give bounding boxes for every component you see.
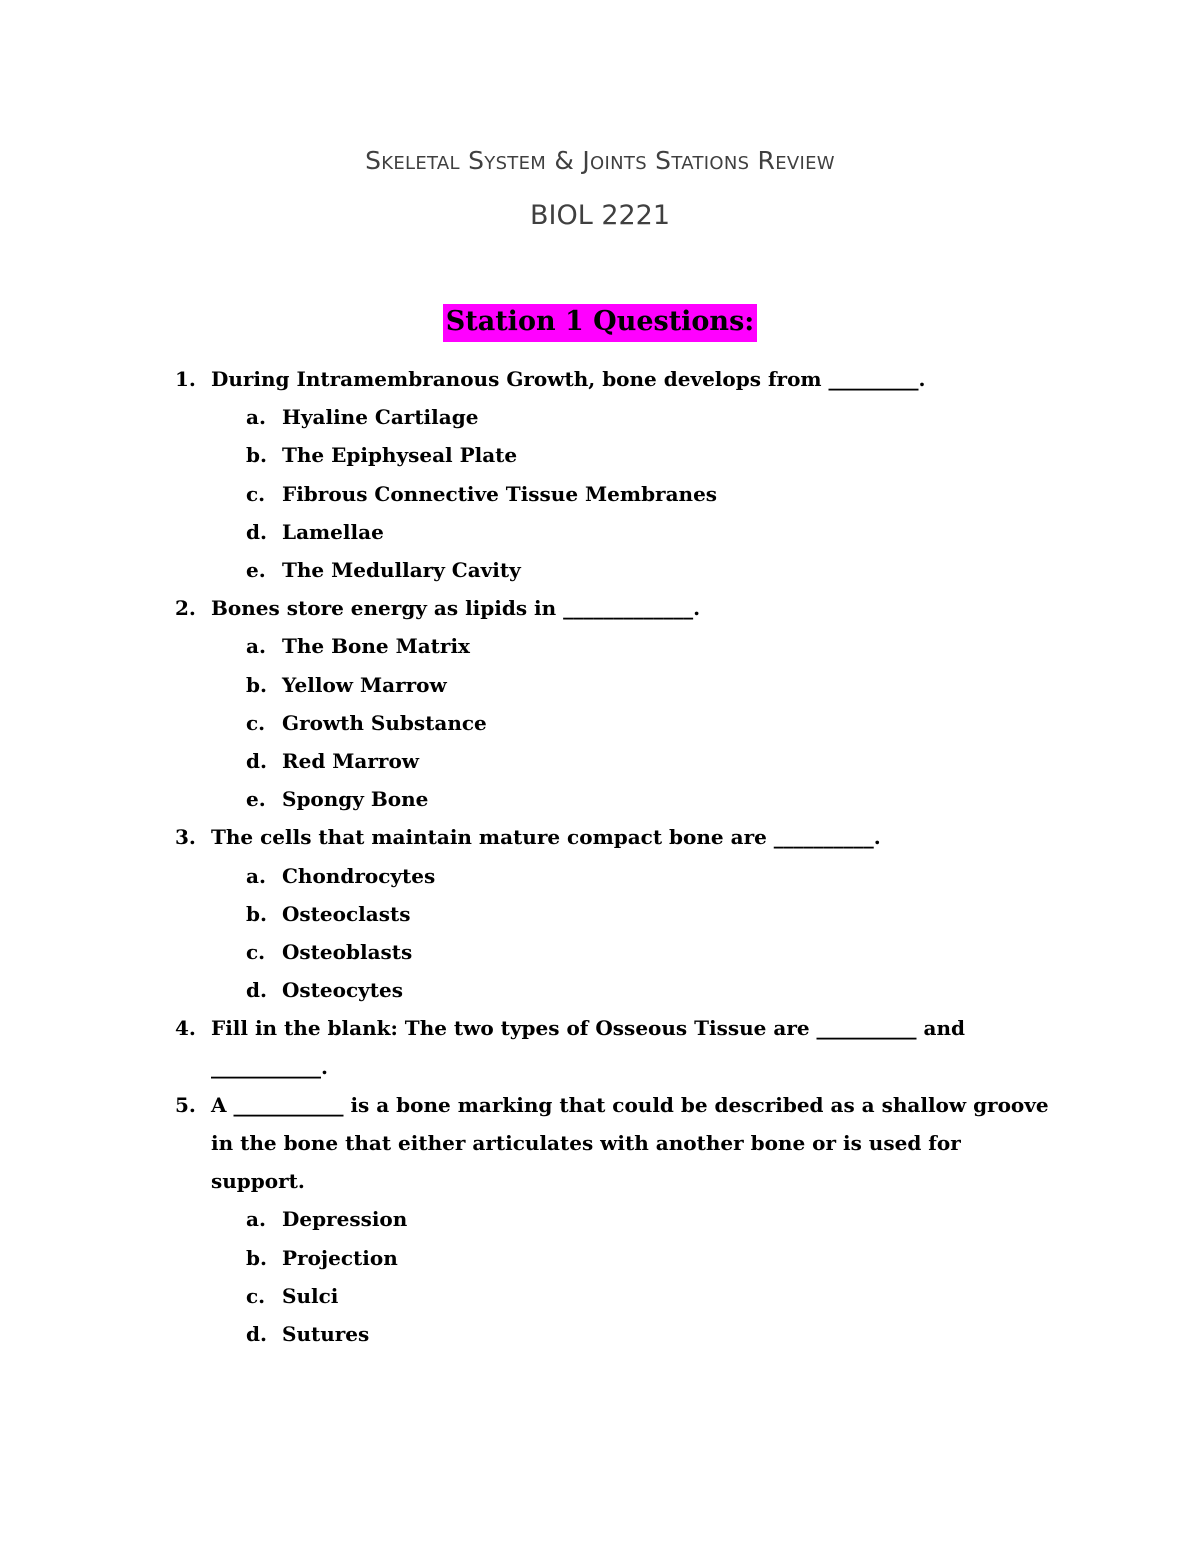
option-2c (0, 704, 1200, 742)
question-text: A ___________ is a bone marking that could be described as a shallow groove in the bone that either articulates with another bone or is used for support. (211, 1092, 1049, 1194)
option-text: Yellow Marrow (282, 672, 447, 697)
option-text: Osteoclasts (282, 901, 411, 926)
option-text: The Bone Matrix (282, 634, 470, 659)
option-letter: b. (246, 1245, 267, 1270)
option-text: Osteoblasts (282, 940, 413, 965)
question-number: 2. (175, 596, 196, 621)
option-3c (0, 933, 1200, 971)
option-letter: d. (246, 1322, 267, 1347)
option-letter: e. (246, 787, 266, 812)
question-text: The cells that maintain mature compact bone are __________. (211, 825, 881, 850)
option-letter: b. (246, 901, 267, 926)
option-letter: a. (246, 1207, 266, 1232)
option-text: Chondrocytes (282, 863, 436, 888)
option-text: Lamellae (282, 519, 384, 544)
question-number: 4. (175, 1016, 196, 1041)
option-letter: d. (246, 978, 267, 1003)
option-text: Depression (282, 1207, 408, 1232)
option-letter: c. (246, 481, 266, 506)
section-heading-container (0, 304, 1200, 342)
question-3 (0, 818, 1061, 856)
option-2b (0, 666, 1200, 704)
option-letter: d. (246, 749, 267, 774)
option-letter: c. (246, 940, 266, 965)
option-2e (0, 780, 1200, 818)
option-5d (0, 1315, 1200, 1353)
question-number: 5. (175, 1092, 196, 1117)
question-4 (0, 1009, 1061, 1085)
question-text: Bones store energy as lipids in _____________. (211, 596, 701, 621)
option-text: Fibrous Connective Tissue Membranes (282, 481, 718, 506)
question-5 (0, 1086, 1061, 1201)
option-letter: c. (246, 1283, 266, 1308)
option-1d (0, 513, 1200, 551)
option-1c (0, 475, 1200, 513)
option-text: Growth Substance (282, 710, 487, 735)
question-2 (0, 589, 1061, 627)
option-3a (0, 857, 1200, 895)
question-1 (0, 360, 1061, 398)
option-1a (0, 398, 1200, 436)
option-5a (0, 1200, 1200, 1238)
option-text: Hyaline Cartilage (282, 405, 479, 430)
course-code: BIOL 2221 (529, 200, 671, 231)
option-letter: b. (246, 443, 267, 468)
option-letter: e. (246, 558, 266, 583)
option-text: Red Marrow (282, 749, 420, 774)
option-letter: a. (246, 634, 266, 659)
option-5c (0, 1277, 1200, 1315)
option-text: The Medullary Cavity (282, 558, 521, 583)
option-text: Osteocytes (282, 978, 404, 1003)
option-2a (0, 627, 1200, 665)
option-5b (0, 1239, 1200, 1277)
option-letter: b. (246, 672, 267, 697)
option-letter: a. (246, 405, 266, 430)
question-text: During Intramembranous Growth, bone develops from _________. (211, 367, 926, 391)
question-list (0, 360, 1200, 1353)
option-letter: c. (246, 710, 266, 735)
section-heading: Station 1 Questions: (443, 304, 757, 342)
option-text: Sulci (282, 1283, 339, 1308)
option-3d (0, 971, 1200, 1009)
option-1b (0, 436, 1200, 474)
option-letter: d. (246, 519, 267, 544)
option-3b (0, 895, 1200, 933)
document-title: Skeletal System & Joints Stations Review (365, 146, 835, 175)
question-number: 3. (175, 825, 196, 850)
option-2d (0, 742, 1200, 780)
option-text: Spongy Bone (282, 787, 429, 812)
question-number: 1. (175, 367, 196, 391)
option-text: Sutures (282, 1322, 370, 1347)
option-letter: a. (246, 863, 266, 888)
question-text: Fill in the blank: The two types of Osseous Tissue are __________ and ___________. (211, 1016, 966, 1079)
option-1e (0, 551, 1200, 589)
option-text: Projection (282, 1245, 398, 1270)
option-text: The Epiphyseal Plate (282, 443, 518, 468)
